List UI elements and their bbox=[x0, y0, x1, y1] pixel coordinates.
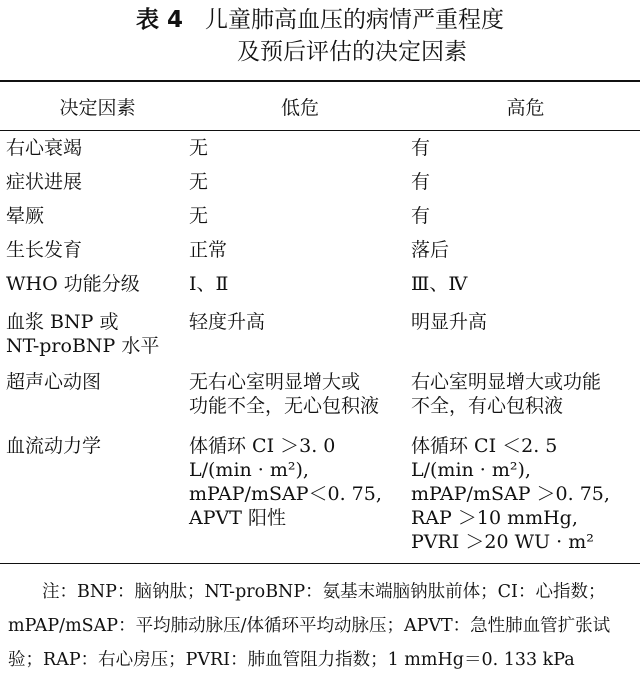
row-high-risk-line: mPAP/mSAP ＞0. 75, bbox=[411, 483, 610, 505]
table-row bbox=[0, 304, 640, 364]
row-low-risk-line: 无右心室明显增大或 bbox=[189, 371, 361, 393]
row-factor bbox=[0, 232, 189, 266]
title-line-1: 儿童肺高血压的病情严重程度 bbox=[205, 7, 504, 33]
row-high-risk bbox=[411, 304, 640, 364]
header-low-risk: 低危 bbox=[280, 97, 319, 119]
header-factor: 决定因素 bbox=[59, 97, 136, 119]
row-factor bbox=[0, 164, 189, 198]
title-line-2: 及预后评估的决定因素 bbox=[237, 39, 467, 65]
row-factor-line: WHO 功能分级 bbox=[6, 273, 140, 295]
row-low-risk-line: L/(min · m²), bbox=[189, 459, 309, 481]
table-row bbox=[0, 428, 640, 560]
row-high-risk-line: 落后 bbox=[411, 239, 450, 261]
table-title bbox=[0, 4, 640, 68]
row-high-risk-line: PVRI ＞20 WU · m² bbox=[411, 531, 594, 553]
row-high-risk-line: 右心室明显增大或功能 bbox=[411, 371, 602, 393]
row-factor-line: 血流动力学 bbox=[6, 435, 102, 457]
row-factor bbox=[0, 198, 189, 232]
top-rule bbox=[0, 80, 640, 82]
table-row bbox=[0, 198, 640, 232]
table-row bbox=[0, 164, 640, 198]
row-low-risk-line: 无 bbox=[189, 137, 209, 159]
row-high-risk-line: 有 bbox=[411, 205, 431, 227]
row-low-risk-line: 无 bbox=[189, 171, 209, 193]
row-high-risk bbox=[411, 130, 640, 164]
determinants-table bbox=[0, 86, 640, 560]
row-factor-line: 晕厥 bbox=[6, 205, 45, 227]
row-low-risk bbox=[189, 198, 411, 232]
row-high-risk bbox=[411, 266, 640, 304]
table-row bbox=[0, 364, 640, 428]
row-high-risk bbox=[411, 164, 640, 198]
table-number: 表 4 bbox=[135, 7, 183, 33]
row-low-risk-line: 轻度升高 bbox=[189, 311, 266, 333]
row-high-risk bbox=[411, 232, 640, 266]
row-low-risk bbox=[189, 232, 411, 266]
row-factor-line: 症状进展 bbox=[6, 171, 83, 193]
header-row bbox=[0, 86, 640, 130]
row-factor bbox=[0, 304, 189, 364]
row-factor bbox=[0, 130, 189, 164]
row-high-risk-line: RAP ＞10 mmHg, bbox=[411, 507, 578, 529]
row-low-risk bbox=[189, 364, 411, 428]
row-low-risk-line: 无 bbox=[189, 205, 209, 227]
row-low-risk bbox=[189, 130, 411, 164]
row-high-risk-line: 有 bbox=[411, 171, 431, 193]
row-low-risk-line: 体循环 CI ＞3. 0 bbox=[189, 435, 336, 457]
row-factor bbox=[0, 364, 189, 428]
row-high-risk bbox=[411, 198, 640, 232]
row-high-risk-line: 不全，有心包积液 bbox=[411, 395, 564, 417]
row-high-risk bbox=[411, 364, 640, 428]
row-low-risk-line: mPAP/mSAP＜0. 75, bbox=[189, 483, 382, 505]
row-low-risk-line: 正常 bbox=[189, 239, 228, 261]
row-low-risk bbox=[189, 164, 411, 198]
table-row bbox=[0, 130, 640, 164]
row-factor-line: 生长发育 bbox=[6, 239, 83, 261]
row-factor-line: 血浆 BNP 或 bbox=[6, 311, 119, 333]
row-low-risk bbox=[189, 266, 411, 304]
bottom-rule bbox=[0, 563, 640, 564]
table-row bbox=[0, 232, 640, 266]
row-low-risk-line: 功能不全，无心包积液 bbox=[189, 395, 380, 417]
row-low-risk bbox=[189, 428, 411, 560]
row-low-risk-line: APVT 阳性 bbox=[189, 507, 286, 529]
table-row bbox=[0, 266, 640, 304]
row-factor bbox=[0, 428, 189, 560]
row-high-risk-line: 有 bbox=[411, 137, 431, 159]
row-high-risk bbox=[411, 428, 640, 560]
row-factor bbox=[0, 266, 189, 304]
row-low-risk-line: Ⅰ、Ⅱ bbox=[189, 273, 229, 295]
row-factor-line: 超声心动图 bbox=[6, 371, 102, 393]
row-high-risk-line: 体循环 CI ＜2. 5 bbox=[411, 435, 558, 457]
row-high-risk-line: Ⅲ、Ⅳ bbox=[411, 273, 468, 295]
table-footnote: 注：BNP：脑钠肽；NT-proBNP：氨基末端脑钠肽前体；CI：心指数；mPAP/mSAP：平均肺动脉压/体循环平均动脉压；APVT：急性肺血管扩张试验；RAP：右心房压；PVRI：肺血管阻力指数；1 mmHg＝0. 133 kPa bbox=[8, 582, 611, 670]
header-high-risk: 高危 bbox=[506, 97, 545, 119]
row-low-risk bbox=[189, 304, 411, 364]
row-high-risk-line: 明显升高 bbox=[411, 311, 488, 333]
row-factor-line: NT-proBNP 水平 bbox=[6, 335, 160, 357]
row-high-risk-line: L/(min · m²), bbox=[411, 459, 531, 481]
row-factor-line: 右心衰竭 bbox=[6, 137, 83, 159]
